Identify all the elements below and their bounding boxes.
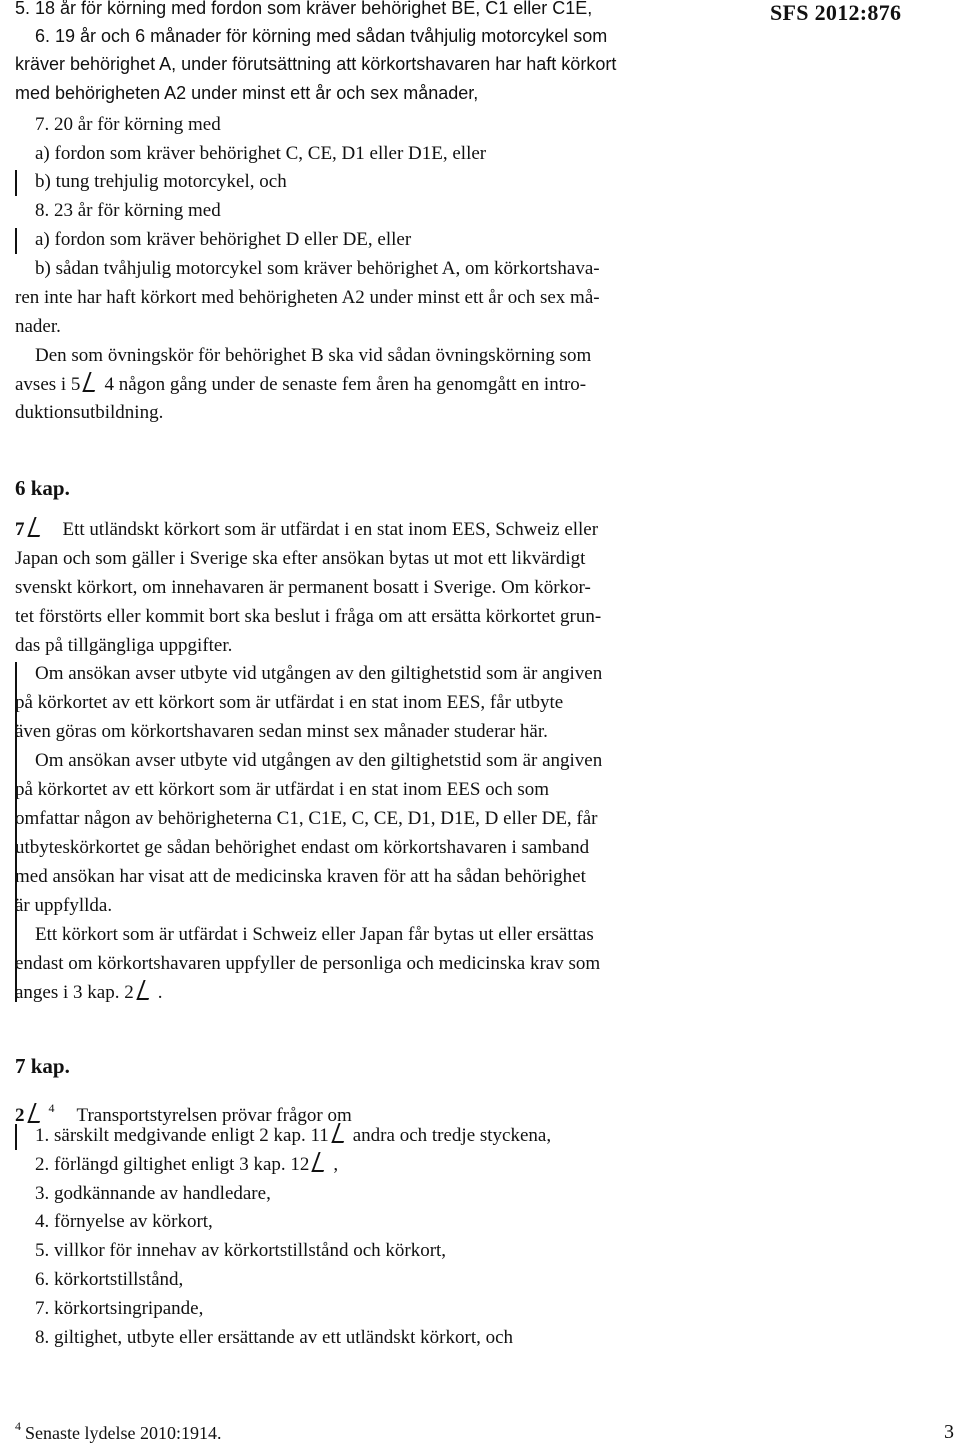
text-segment: 4 någon gång under de senaste fem åren ha genomgått en intro- <box>104 374 587 395</box>
text-segment: andra och tredje styckena, <box>352 1125 552 1146</box>
list-item: 6. körkortstillstånd, <box>35 1269 184 1290</box>
text-line: 7. 20 år för körning med <box>35 114 221 135</box>
text-line: kräver behörighet A, under förutsättning att körkortshavaren har haft körkort <box>15 54 617 74</box>
text-line: på körkortet av ett körkort som är utfärdat i en stat inom EES, får utbyte <box>15 692 564 713</box>
text-line: 8. 23 år för körning med <box>35 200 221 221</box>
text-line: svenskt körkort, om innehavaren är permanent bosatt i Sverige. Om körkor- <box>15 577 591 598</box>
text-line: är uppfyllda. <box>15 895 113 916</box>
text-segment: anges i 3 kap. 2 <box>15 982 134 1003</box>
section-sign-icon <box>136 980 155 1000</box>
text-segment: . <box>157 982 163 1003</box>
text-line: nader. <box>15 316 61 337</box>
text-line: Om ansökan avser utbyte vid utgången av den giltighetstid som är angiven <box>35 750 603 771</box>
list-item: 8. giltighet, utbyte eller ersättande av ett utländskt körkort, och <box>35 1327 514 1348</box>
section-sign-icon <box>27 1103 46 1123</box>
text-line: 6. 19 år och 6 månader för körning med sådan tvåhjulig motorcykel som <box>35 26 608 46</box>
paragraph-number: 7 <box>15 519 25 540</box>
text-segment: 2. förlängd giltighet enligt 3 kap. 12 <box>35 1154 310 1175</box>
text-line <box>15 371 586 399</box>
text-line: Den som övningskör för behörighet B ska vid sådan övningskörning som <box>35 345 592 366</box>
text-line: 5. 18 år för körning med fordon som kräver behörighet BE, C1 eller C1E, <box>15 0 593 18</box>
sfs-number: SFS 2012:876 <box>770 0 902 25</box>
section-sign-icon <box>331 1123 350 1143</box>
change-bar <box>15 228 17 254</box>
change-bar <box>15 170 17 196</box>
list-item: 4. förnyelse av körkort, <box>35 1211 213 1232</box>
footnote-text: Senaste lydelse 2010:1914. <box>25 1423 222 1443</box>
text-line: a) fordon som kräver behörighet D eller DE, eller <box>35 229 412 250</box>
text-line: tet förstörts eller kommit bort ska beslut i fråga om att ersätta körkortet grun- <box>15 606 602 627</box>
text-line: Om ansökan avser utbyte vid utgången av den giltighetstid som är angiven <box>35 663 603 684</box>
section-sign-icon <box>27 517 46 537</box>
list-item <box>35 1122 551 1150</box>
text-segment: avses i 5 <box>15 374 81 395</box>
text-line: ren inte har haft körkort med behörigheten A2 under minst ett år och sex må- <box>15 287 600 308</box>
text-line: b) tung trehjulig motorcykel, och <box>35 171 287 192</box>
text-line: duktionsutbildning. <box>15 402 164 423</box>
text-line: endast om körkortshavaren uppfyller de personliga och medicinska krav som <box>15 953 601 974</box>
page-number: 3 <box>944 1421 954 1443</box>
list-item: 7. körkortsingripande, <box>35 1298 204 1319</box>
text-segment: 1. särskilt medgivande enligt 2 kap. 11 <box>35 1125 329 1146</box>
text-line: även göras om körkortshavaren sedan minst sex månader studerar här. <box>15 721 548 742</box>
paragraph-start-line <box>15 516 598 544</box>
text-line: utbyteskörkortet ge sådan behörighet endast om körkortshavaren i samband <box>15 837 590 858</box>
footnote-reference: 4 <box>48 1101 55 1115</box>
list-item: 5. villkor för innehav av körkortstillstånd och körkort, <box>35 1240 447 1261</box>
list-item: 3. godkännande av handledare, <box>35 1183 271 1204</box>
list-item <box>35 1151 338 1179</box>
text-line: das på tillgängliga uppgifter. <box>15 635 233 656</box>
section-sign-icon <box>312 1152 331 1172</box>
text-segment: Transportstyrelsen prövar frågor om <box>76 1105 352 1126</box>
text-line: a) fordon som kräver behörighet C, CE, D1 eller D1E, eller <box>35 143 487 164</box>
text-line: med behörigheten A2 under minst ett år och sex månader, <box>15 83 479 103</box>
text-line: Ett körkort som är utfärdat i Schweiz eller Japan får bytas ut eller ersättas <box>35 924 594 945</box>
footnote <box>15 1412 221 1447</box>
chapter-heading: 7 kap. <box>15 1054 70 1078</box>
text-line: b) sådan tvåhjulig motorcykel som kräver behörighet A, om körkortshava- <box>35 258 600 279</box>
text-line: Japan och som gäller i Sverige ska efter ansökan bytas ut mot ett likvärdigt <box>15 548 586 569</box>
paragraph-number: 2 <box>15 1105 25 1126</box>
text-line <box>15 979 162 1007</box>
text-line: omfattar någon av behörigheterna C1, C1E, C, CE, D1, D1E, D eller DE, får <box>15 808 598 829</box>
text-line: på körkortet av ett körkort som är utfärdat i en stat inom EES och som <box>15 779 549 800</box>
text-segment: Ett utländskt körkort som är utfärdat i en stat inom EES, Schweiz eller <box>62 519 599 540</box>
chapter-heading: 6 kap. <box>15 476 70 500</box>
text-line: med ansökan har visat att de medicinska kraven för att ha sådan behörighet <box>15 866 586 887</box>
footnote-mark: 4 <box>15 1419 21 1433</box>
text-segment: , <box>333 1154 339 1175</box>
section-sign-icon <box>83 372 102 392</box>
